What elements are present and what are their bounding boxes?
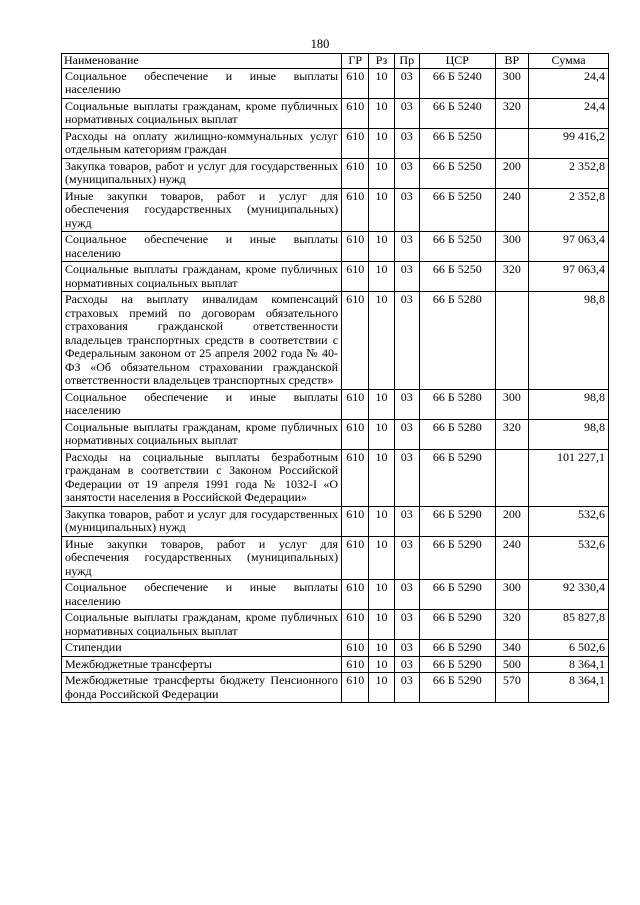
cell-name: Иные закупки товаров, работ и услуг для обеспечения государственных (муниципальных) нужд [62, 188, 342, 232]
table-row [62, 158, 609, 188]
cell-pr: 03 [394, 98, 419, 128]
cell-name: Расходы на выплату инвалидам компенсаций страховых премий по договорам обязательного страхования гражданской ответственности владельцев транспортных средств в соответствии с Федеральным законом от 25 апреля 2002 года № 40-ФЗ «Об обязательном страховании гражданской ответственности владельцев транспортных средств» [62, 292, 342, 390]
cell-vr: 500 [495, 656, 528, 673]
cell-sum: 101 227,1 [529, 449, 609, 506]
cell-pr: 03 [394, 640, 419, 657]
cell-pr: 03 [394, 673, 419, 703]
cell-vr: 200 [495, 506, 528, 536]
cell-rz: 10 [369, 449, 394, 506]
cell-gr: 610 [342, 419, 369, 449]
cell-sum: 92 330,4 [529, 580, 609, 610]
table-header-row [62, 54, 609, 69]
cell-rz: 10 [369, 673, 394, 703]
cell-sum: 24,4 [529, 68, 609, 98]
cell-vr: 300 [495, 68, 528, 98]
cell-name: Социальные выплаты гражданам, кроме публичных нормативных социальных выплат [62, 610, 342, 640]
cell-sum: 24,4 [529, 98, 609, 128]
cell-vr: 300 [495, 580, 528, 610]
cell-gr: 610 [342, 232, 369, 262]
cell-pr: 03 [394, 419, 419, 449]
cell-gr: 610 [342, 610, 369, 640]
cell-vr: 300 [495, 232, 528, 262]
table-row [62, 640, 609, 657]
cell-csr: 66 Б 5290 [419, 580, 495, 610]
table-row [62, 673, 609, 703]
budget-table [61, 53, 609, 703]
cell-gr: 610 [342, 158, 369, 188]
cell-rz: 10 [369, 98, 394, 128]
cell-pr: 03 [394, 580, 419, 610]
cell-rz: 10 [369, 419, 394, 449]
cell-sum: 532,6 [529, 506, 609, 536]
cell-name: Межбюджетные трансферты бюджету Пенсионного фонда Российской Федерации [62, 673, 342, 703]
table-row [62, 188, 609, 232]
cell-rz: 10 [369, 262, 394, 292]
cell-pr: 03 [394, 536, 419, 580]
table-row [62, 419, 609, 449]
cell-csr: 66 Б 5250 [419, 232, 495, 262]
cell-name: Социальное обеспечение и иные выплаты населению [62, 232, 342, 262]
table-row [62, 128, 609, 158]
cell-vr: 240 [495, 188, 528, 232]
cell-csr: 66 Б 5280 [419, 419, 495, 449]
cell-csr: 66 Б 5290 [419, 506, 495, 536]
cell-gr: 610 [342, 449, 369, 506]
cell-gr: 610 [342, 506, 369, 536]
cell-csr: 66 Б 5240 [419, 98, 495, 128]
cell-gr: 610 [342, 188, 369, 232]
cell-pr: 03 [394, 232, 419, 262]
cell-name: Социальные выплаты гражданам, кроме публичных нормативных социальных выплат [62, 419, 342, 449]
cell-gr: 610 [342, 128, 369, 158]
table-row [62, 610, 609, 640]
cell-vr: 320 [495, 610, 528, 640]
cell-name: Социальное обеспечение и иные выплаты населению [62, 389, 342, 419]
table-row [62, 232, 609, 262]
cell-gr: 610 [342, 580, 369, 610]
cell-rz: 10 [369, 506, 394, 536]
cell-csr: 66 Б 5240 [419, 68, 495, 98]
cell-csr: 66 Б 5250 [419, 188, 495, 232]
cell-csr: 66 Б 5290 [419, 673, 495, 703]
cell-rz: 10 [369, 188, 394, 232]
cell-sum: 8 364,1 [529, 656, 609, 673]
cell-csr: 66 Б 5290 [419, 536, 495, 580]
cell-rz: 10 [369, 68, 394, 98]
table-row [62, 389, 609, 419]
header-pr: Пр [394, 54, 419, 69]
table-row [62, 506, 609, 536]
cell-pr: 03 [394, 128, 419, 158]
cell-gr: 610 [342, 640, 369, 657]
cell-pr: 03 [394, 506, 419, 536]
cell-sum: 85 827,8 [529, 610, 609, 640]
page-number: 180 [310, 37, 330, 51]
cell-vr: 320 [495, 419, 528, 449]
cell-csr: 66 Б 5290 [419, 640, 495, 657]
cell-gr: 610 [342, 673, 369, 703]
cell-sum: 2 352,8 [529, 188, 609, 232]
header-vr: ВР [495, 54, 528, 69]
cell-rz: 10 [369, 158, 394, 188]
table-row [62, 536, 609, 580]
cell-pr: 03 [394, 262, 419, 292]
cell-rz: 10 [369, 656, 394, 673]
cell-gr: 610 [342, 389, 369, 419]
cell-rz: 10 [369, 536, 394, 580]
cell-sum: 98,8 [529, 389, 609, 419]
cell-name: Стипендии [62, 640, 342, 657]
table-row [62, 449, 609, 506]
cell-name: Социальные выплаты гражданам, кроме публичных нормативных социальных выплат [62, 262, 342, 292]
cell-pr: 03 [394, 449, 419, 506]
cell-vr [495, 292, 528, 390]
cell-csr: 66 Б 5250 [419, 262, 495, 292]
cell-csr: 66 Б 5290 [419, 449, 495, 506]
cell-sum: 98,8 [529, 292, 609, 390]
cell-gr: 610 [342, 536, 369, 580]
cell-vr: 200 [495, 158, 528, 188]
cell-name: Закупка товаров, работ и услуг для государственных (муниципальных) нужд [62, 158, 342, 188]
cell-rz: 10 [369, 610, 394, 640]
cell-pr: 03 [394, 158, 419, 188]
cell-sum: 99 416,2 [529, 128, 609, 158]
cell-name: Межбюджетные трансферты [62, 656, 342, 673]
cell-csr: 66 Б 5280 [419, 389, 495, 419]
cell-sum: 6 502,6 [529, 640, 609, 657]
cell-name: Социальные выплаты гражданам, кроме публичных нормативных социальных выплат [62, 98, 342, 128]
header-csr: ЦСР [419, 54, 495, 69]
cell-gr: 610 [342, 98, 369, 128]
cell-name: Социальное обеспечение и иные выплаты населению [62, 68, 342, 98]
cell-vr [495, 449, 528, 506]
cell-csr: 66 Б 5250 [419, 158, 495, 188]
header-sum: Сумма [529, 54, 609, 69]
cell-pr: 03 [394, 68, 419, 98]
cell-pr: 03 [394, 389, 419, 419]
cell-vr: 240 [495, 536, 528, 580]
cell-gr: 610 [342, 262, 369, 292]
cell-rz: 10 [369, 128, 394, 158]
table-body [62, 68, 609, 703]
cell-sum: 98,8 [529, 419, 609, 449]
cell-vr: 300 [495, 389, 528, 419]
table-row [62, 580, 609, 610]
cell-csr: 66 Б 5290 [419, 656, 495, 673]
table-row [62, 262, 609, 292]
cell-sum: 2 352,8 [529, 158, 609, 188]
cell-sum: 97 063,4 [529, 232, 609, 262]
cell-rz: 10 [369, 640, 394, 657]
cell-sum: 97 063,4 [529, 262, 609, 292]
cell-name: Расходы на оплату жилищно-коммунальных услуг отдельным категориям граждан [62, 128, 342, 158]
header-gr: ГР [342, 54, 369, 69]
table-row [62, 656, 609, 673]
header-rz: Рз [369, 54, 394, 69]
cell-rz: 10 [369, 580, 394, 610]
cell-sum: 532,6 [529, 536, 609, 580]
cell-csr: 66 Б 5250 [419, 128, 495, 158]
cell-vr [495, 128, 528, 158]
cell-vr: 340 [495, 640, 528, 657]
cell-name: Расходы на социальные выплаты безработным гражданам в соответствии с Законом Российской Федерации от 19 апреля 1991 года № 1032-I «О занятости населения в Российской Федерации» [62, 449, 342, 506]
cell-name: Закупка товаров, работ и услуг для государственных (муниципальных) нужд [62, 506, 342, 536]
cell-name: Социальное обеспечение и иные выплаты населению [62, 580, 342, 610]
cell-name: Иные закупки товаров, работ и услуг для обеспечения государственных (муниципальных) нужд [62, 536, 342, 580]
cell-sum: 8 364,1 [529, 673, 609, 703]
cell-gr: 610 [342, 68, 369, 98]
cell-csr: 66 Б 5290 [419, 610, 495, 640]
cell-vr: 570 [495, 673, 528, 703]
cell-pr: 03 [394, 610, 419, 640]
cell-pr: 03 [394, 188, 419, 232]
cell-vr: 320 [495, 262, 528, 292]
cell-rz: 10 [369, 232, 394, 262]
cell-gr: 610 [342, 292, 369, 390]
cell-csr: 66 Б 5280 [419, 292, 495, 390]
cell-gr: 610 [342, 656, 369, 673]
table-row [62, 98, 609, 128]
table-row [62, 68, 609, 98]
cell-vr: 320 [495, 98, 528, 128]
cell-pr: 03 [394, 656, 419, 673]
cell-pr: 03 [394, 292, 419, 390]
header-name: Наименование [62, 54, 342, 69]
cell-rz: 10 [369, 292, 394, 390]
table-row [62, 292, 609, 390]
cell-rz: 10 [369, 389, 394, 419]
